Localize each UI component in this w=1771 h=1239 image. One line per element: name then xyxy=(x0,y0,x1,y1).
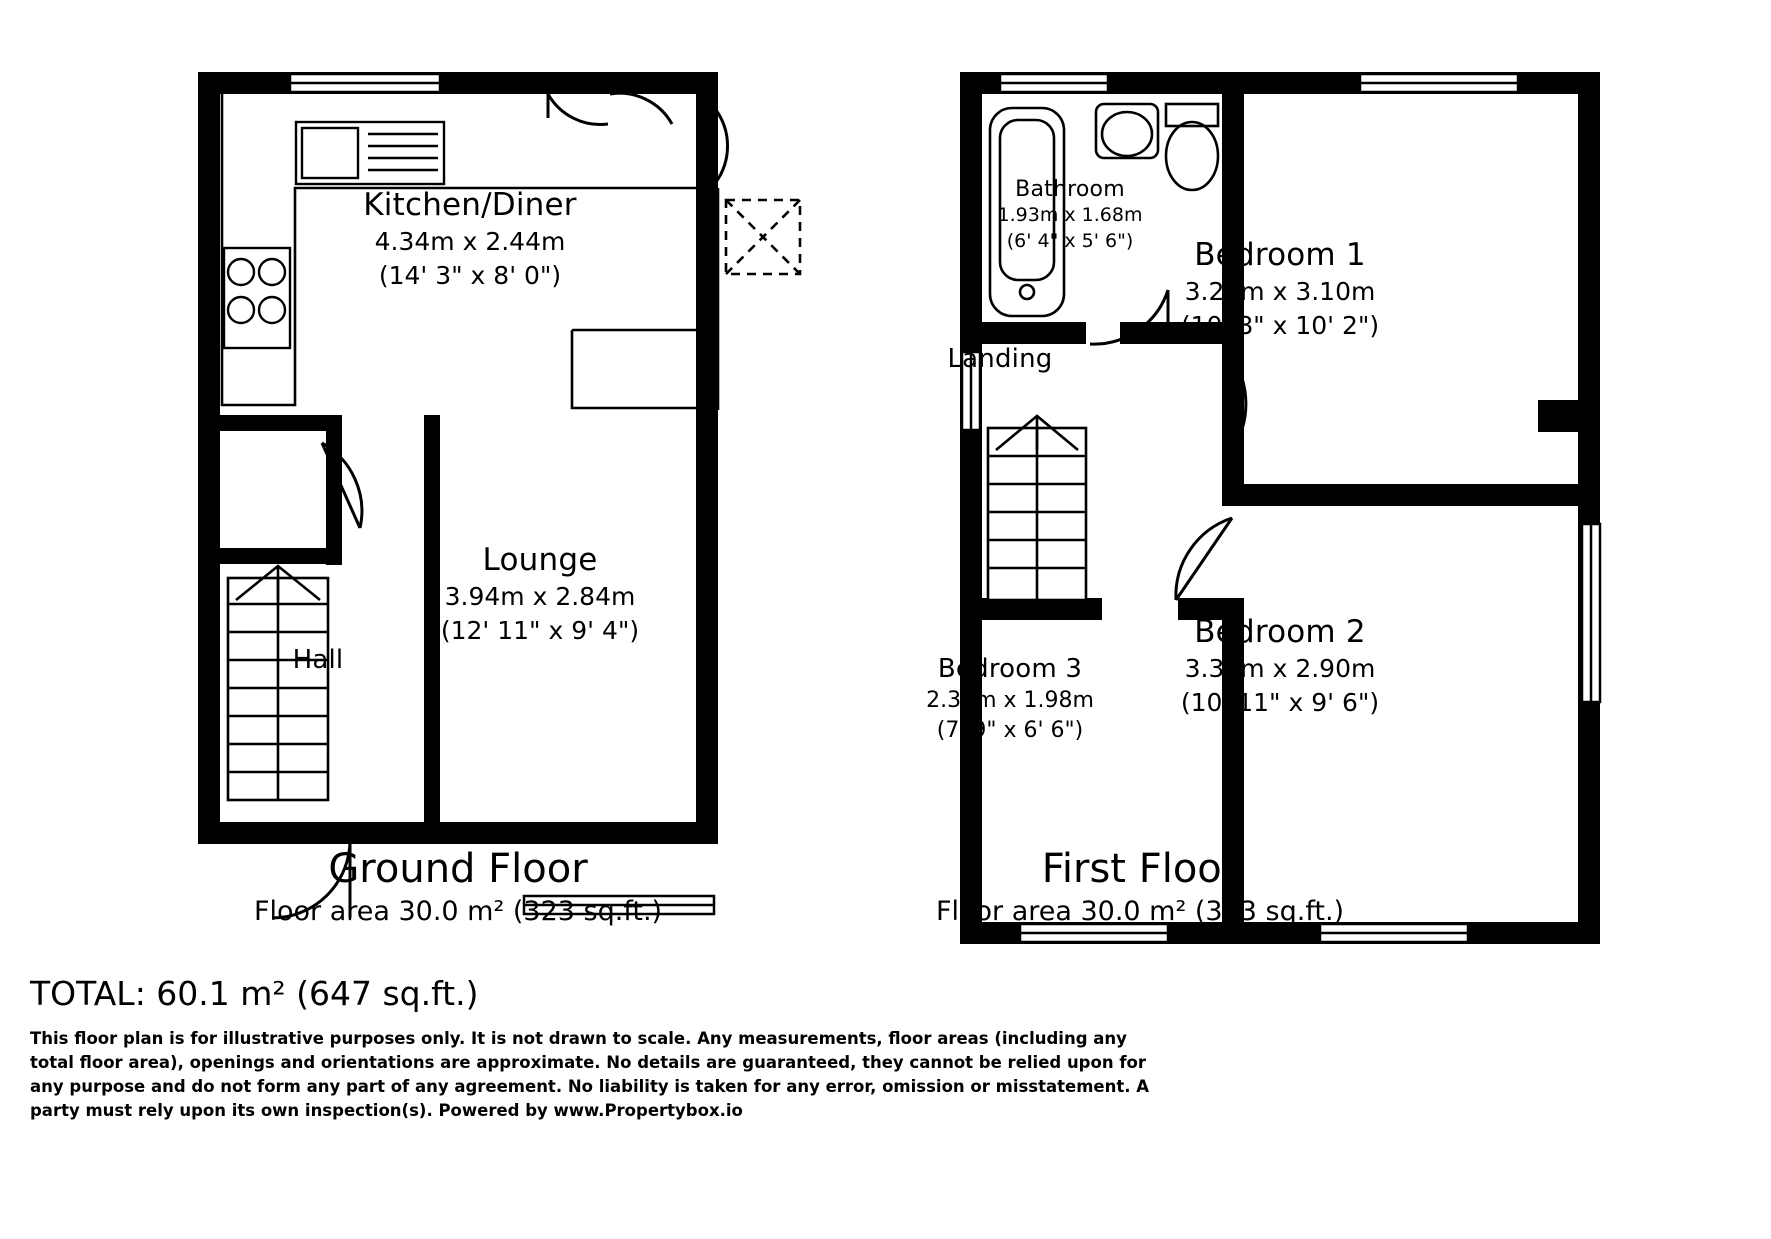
ground-floor-patio-doors xyxy=(548,93,672,124)
room-dim-bathroom-metric: 1.93m x 1.68m xyxy=(997,204,1143,226)
floor-area-ground: Floor area 30.0 m² (323 sq.ft.) xyxy=(253,896,663,927)
bathroom-sink xyxy=(1096,104,1158,158)
room-dim-bedroom-2-imperial: (10' 11" x 9' 6") xyxy=(1180,688,1380,717)
floor-area-first: Floor area 30.0 m² (323 sq.ft.) xyxy=(935,896,1345,927)
disclaimer-text: This floor plan is for illustrative purposes only. It is not drawn to scale. Any measurements, floor areas (including any total floor area), openings and orientations are approximate. No details are guaranteed, they cannot be relied upon for any purpose and do not form any part of any agreement. No liability is taken for any error, omission or misstatement. A party must rely upon its own inspection(s). Powered by www.Propertybox.io xyxy=(30,1029,1150,1120)
kitchen-sink xyxy=(296,122,444,184)
floor-title-first: First Floor xyxy=(1041,846,1239,892)
room-dim-lounge-imperial: (12' 11" x 9' 4") xyxy=(440,616,640,645)
room-dim-bedroom-1-imperial: (10' 8" x 10' 2") xyxy=(1180,311,1380,340)
room-dim-bedroom-1-metric: 3.25m x 3.10m xyxy=(1184,277,1376,306)
room-label-lounge: Lounge xyxy=(482,542,598,578)
room-label-bedroom-1: Bedroom 1 xyxy=(1194,237,1366,273)
room-dim-bedroom-2-metric: 3.33m x 2.90m xyxy=(1184,654,1376,683)
room-dim-bathroom-imperial: (6' 4" x 5' 6") xyxy=(1006,230,1134,252)
total-area-label: TOTAL: 60.1 m² (647 sq.ft.) xyxy=(30,974,479,1013)
room-dim-bedroom-3-imperial: (7' 9" x 6' 6") xyxy=(936,718,1084,743)
kitchen-appliance xyxy=(726,200,800,274)
room-label-bedroom-3: Bedroom 3 xyxy=(937,654,1083,684)
room-dim-bedroom-3-metric: 2.36m x 1.98m xyxy=(926,688,1094,713)
room-dim-lounge-metric: 3.94m x 2.84m xyxy=(444,582,636,611)
ground-floor-staircase xyxy=(228,566,328,800)
room-label-landing: Landing xyxy=(947,344,1053,374)
room-dim-kitchen-diner-imperial: (14' 3" x 8' 0") xyxy=(378,261,562,290)
room-label-bathroom: Bathroom xyxy=(1015,177,1125,202)
kitchen-hob xyxy=(224,248,290,348)
room-dim-kitchen-diner-metric: 4.34m x 2.44m xyxy=(374,227,566,256)
room-label-hall: Hall xyxy=(292,645,344,675)
floor-title-ground: Ground Floor xyxy=(328,846,588,892)
room-label-kitchen-diner: Kitchen/Diner xyxy=(363,187,577,223)
first-floor-staircase xyxy=(988,416,1086,600)
room-label-bedroom-2: Bedroom 2 xyxy=(1194,614,1366,650)
